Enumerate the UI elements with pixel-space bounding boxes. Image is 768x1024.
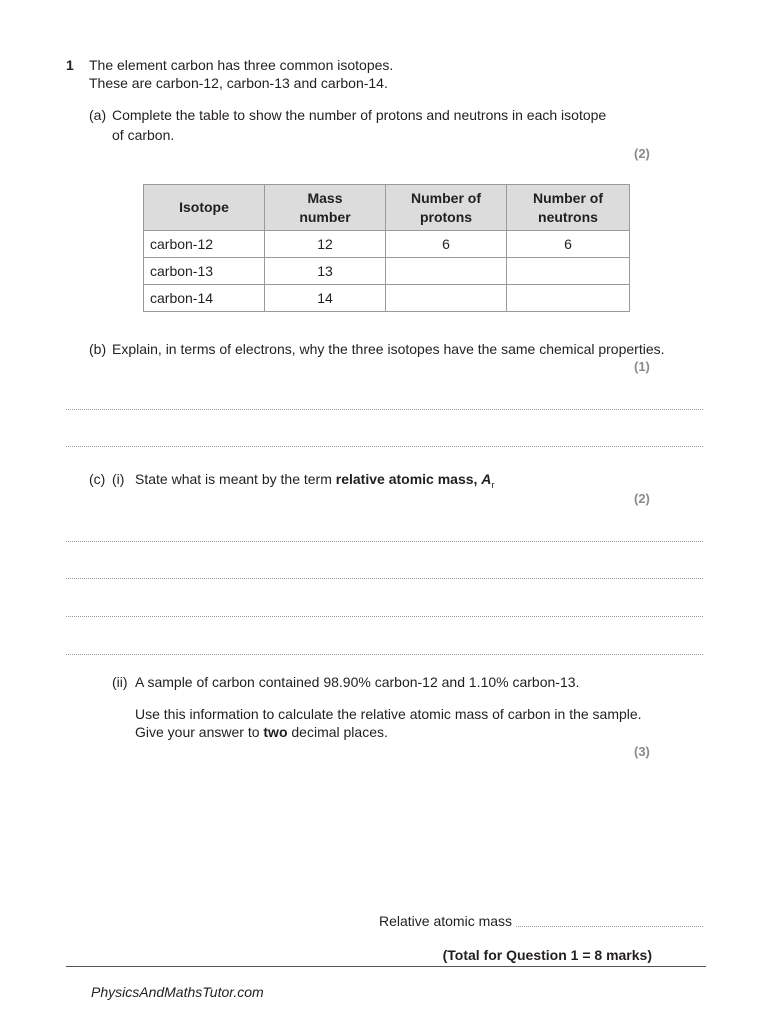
part-a-text-line2: of carbon.	[112, 127, 175, 143]
part-c-ii-marks: (3)	[634, 744, 650, 759]
part-c-ii-text-line3-prefix: Give your answer to	[135, 724, 264, 740]
part-c-ii-sublabel: (ii)	[112, 674, 128, 690]
part-c-ii-text-line3-suffix: decimal places.	[287, 724, 388, 740]
table-cell-protons-answer[interactable]	[386, 285, 507, 312]
footer-divider	[66, 966, 706, 967]
part-c-label: (c)	[89, 471, 106, 487]
total-marks: (Total for Question 1 = 8 marks)	[442, 947, 652, 963]
table-row	[144, 258, 630, 285]
answer-line[interactable]	[66, 654, 703, 655]
part-c-i-subscript: r	[491, 479, 495, 490]
table-cell-protons: 6	[386, 231, 507, 258]
answer-line[interactable]	[66, 446, 703, 447]
answer-line[interactable]	[516, 926, 703, 927]
question-intro-line2: These are carbon-12, carbon-13 and carbon-14.	[89, 75, 388, 91]
part-c-i-text	[135, 471, 494, 490]
part-c-i-symbol: A	[481, 471, 492, 487]
part-c-ii-text-line2: Use this information to calculate the relative atomic mass of carbon in the sample.	[135, 706, 642, 722]
part-b-text: Explain, in terms of electrons, why the three isotopes have the same chemical properties.	[112, 341, 665, 357]
part-c-ii-text-line3-bold: two	[263, 724, 288, 740]
table-cell-neutrons: 6	[507, 231, 630, 258]
answer-line[interactable]	[66, 541, 703, 542]
table-header-mass-number: Mass number	[265, 185, 386, 231]
table-cell-protons-answer[interactable]	[386, 258, 507, 285]
part-a-marks: (2)	[634, 146, 650, 161]
table-header-neutrons: Number of neutrons	[507, 185, 630, 231]
table-cell-mass-number: 12	[265, 231, 386, 258]
table-cell-mass-number: 14	[265, 285, 386, 312]
table-cell-isotope: carbon-14	[144, 285, 265, 312]
table-cell-neutrons-answer[interactable]	[507, 258, 630, 285]
table-cell-mass-number: 13	[265, 258, 386, 285]
question-number: 1	[66, 57, 74, 73]
part-c-ii-text-line3	[135, 724, 388, 740]
table-row	[144, 285, 630, 312]
table-header-protons: Number of protons	[386, 185, 507, 231]
part-c-i-term: relative atomic mass,	[335, 471, 482, 487]
table-header-row	[144, 185, 630, 231]
part-a-text-line1: Complete the table to show the number of protons and neutrons in each isotope	[112, 107, 607, 123]
isotope-table	[143, 184, 630, 312]
part-c-i-marks: (2)	[634, 491, 650, 506]
question-intro-line1: The element carbon has three common isotopes.	[89, 57, 394, 73]
footer-site: PhysicsAndMathsTutor.com	[91, 984, 264, 1000]
table-row	[144, 231, 630, 258]
part-c-ii-text-line1: A sample of carbon contained 98.90% carbon-12 and 1.10% carbon-13.	[135, 674, 580, 690]
table-cell-isotope: carbon-13	[144, 258, 265, 285]
part-c-i-sublabel: (i)	[112, 471, 125, 487]
answer-line[interactable]	[66, 578, 703, 579]
answer-line[interactable]	[66, 409, 703, 410]
table-header-isotope: Isotope	[144, 185, 265, 231]
part-b-label: (b)	[89, 341, 107, 357]
answer-label: Relative atomic mass	[379, 913, 513, 929]
table-cell-isotope: carbon-12	[144, 231, 265, 258]
part-c-i-text-prefix: State what is meant by the term	[135, 471, 336, 487]
part-b-marks: (1)	[634, 359, 650, 374]
table-cell-neutrons-answer[interactable]	[507, 285, 630, 312]
answer-line[interactable]	[66, 616, 703, 617]
part-a-label: (a)	[89, 107, 107, 123]
